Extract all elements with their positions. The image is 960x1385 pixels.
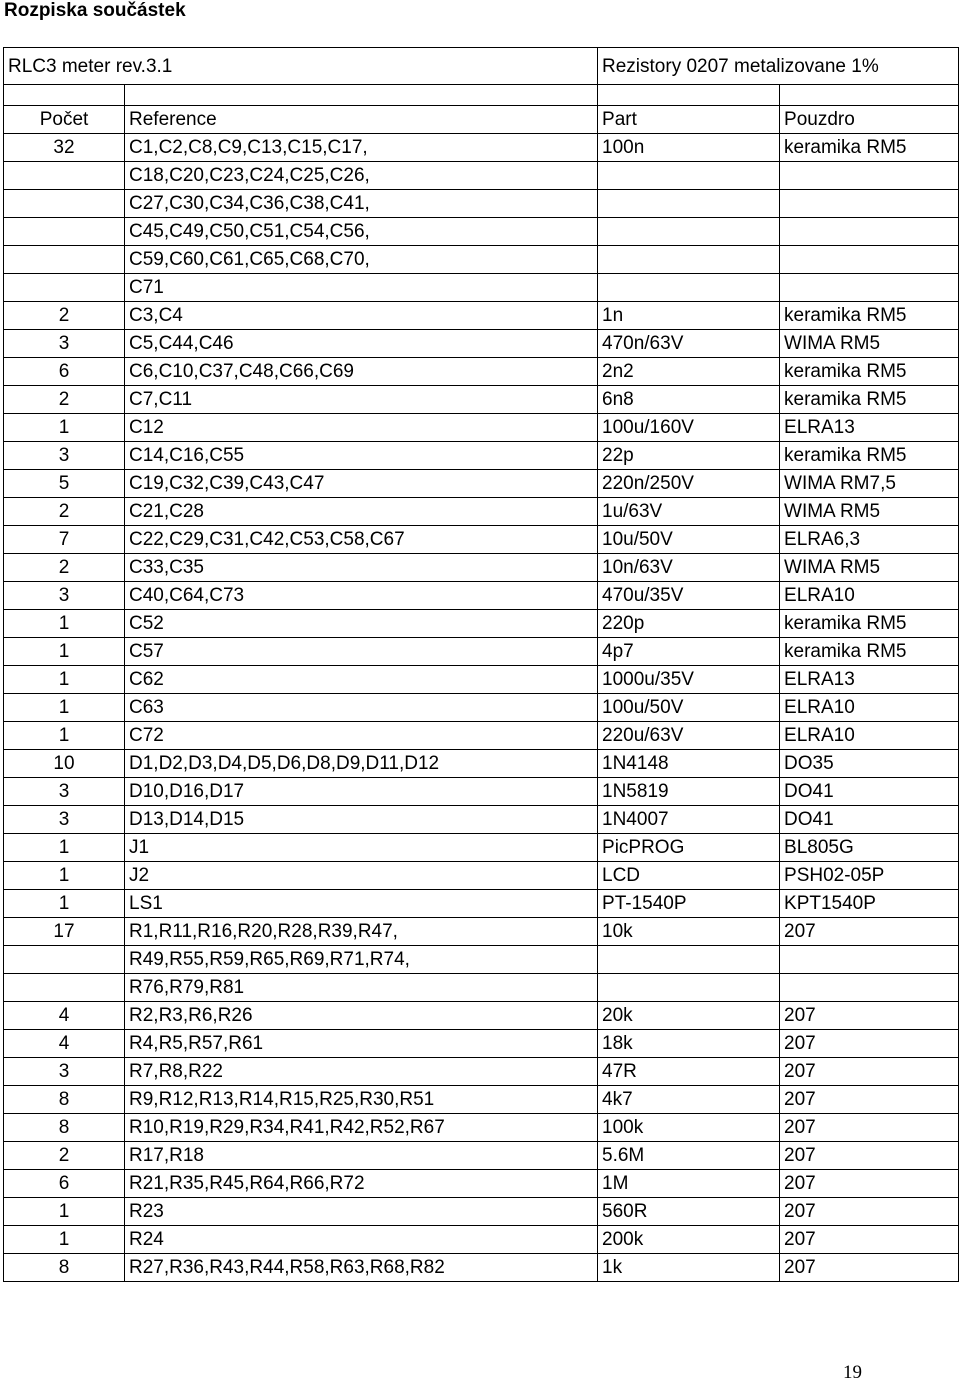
reference-cell: R24	[125, 1226, 598, 1254]
table-row	[4, 694, 959, 722]
table-row	[4, 554, 959, 582]
part-cell	[598, 974, 780, 1002]
table-row	[4, 1198, 959, 1226]
page-number: 19	[843, 1362, 862, 1383]
table-row	[4, 414, 959, 442]
count-cell: 17	[4, 918, 125, 946]
table-row	[4, 246, 959, 274]
count-cell: 1	[4, 610, 125, 638]
package-cell: PSH02-05P	[780, 862, 959, 890]
reference-cell: R27,R36,R43,R44,R58,R63,R68,R82	[125, 1254, 598, 1282]
package-cell: ELRA13	[780, 414, 959, 442]
part-cell: 18k	[598, 1030, 780, 1058]
package-cell: keramika RM5	[780, 638, 959, 666]
reference-cell: D10,D16,D17	[125, 778, 598, 806]
part-cell: 20k	[598, 1002, 780, 1030]
count-cell: 4	[4, 1002, 125, 1030]
count-cell: 5	[4, 470, 125, 498]
part-cell	[598, 246, 780, 274]
part-cell: 4k7	[598, 1086, 780, 1114]
count-cell: 1	[4, 890, 125, 918]
reference-cell: R7,R8,R22	[125, 1058, 598, 1086]
part-cell: 1N4007	[598, 806, 780, 834]
reference-cell: C12	[125, 414, 598, 442]
table-row	[4, 162, 959, 190]
part-cell: 100k	[598, 1114, 780, 1142]
column-header-row	[4, 106, 959, 134]
table-row	[4, 1030, 959, 1058]
table-row	[4, 1254, 959, 1282]
package-cell: WIMA RM7,5	[780, 470, 959, 498]
reference-cell: C52	[125, 610, 598, 638]
package-cell	[780, 946, 959, 974]
count-cell: 2	[4, 1142, 125, 1170]
package-cell	[780, 218, 959, 246]
package-cell: keramika RM5	[780, 302, 959, 330]
reference-cell: C71	[125, 274, 598, 302]
count-cell: 3	[4, 442, 125, 470]
part-cell: 10n/63V	[598, 554, 780, 582]
part-cell	[598, 162, 780, 190]
reference-cell: C62	[125, 666, 598, 694]
part-cell: 1N4148	[598, 750, 780, 778]
part-cell: 6n8	[598, 386, 780, 414]
reference-cell: C7,C11	[125, 386, 598, 414]
count-cell: 4	[4, 1030, 125, 1058]
table-row	[4, 386, 959, 414]
parts-list-table	[3, 47, 959, 1282]
part-cell: 22p	[598, 442, 780, 470]
column-header-part: Part	[598, 106, 780, 134]
table-row	[4, 302, 959, 330]
count-cell: 6	[4, 358, 125, 386]
part-cell: 1u/63V	[598, 498, 780, 526]
part-cell: PicPROG	[598, 834, 780, 862]
reference-cell: C3,C4	[125, 302, 598, 330]
package-cell: ELRA10	[780, 694, 959, 722]
count-cell: 3	[4, 806, 125, 834]
package-cell: keramika RM5	[780, 134, 959, 162]
package-cell: 207	[780, 1170, 959, 1198]
resistor-note: Rezistory 0207 metalizovane 1%	[598, 48, 959, 85]
reference-cell: R1,R11,R16,R20,R28,R39,R47,	[125, 918, 598, 946]
package-cell	[780, 162, 959, 190]
table-row	[4, 190, 959, 218]
reference-cell: R49,R55,R59,R65,R69,R71,R74,	[125, 946, 598, 974]
reference-cell: C14,C16,C55	[125, 442, 598, 470]
table-row	[4, 806, 959, 834]
count-cell	[4, 274, 125, 302]
package-cell: keramika RM5	[780, 442, 959, 470]
reference-cell: C63	[125, 694, 598, 722]
column-header-package: Pouzdro	[780, 106, 959, 134]
table-row	[4, 638, 959, 666]
reference-cell: R9,R12,R13,R14,R15,R25,R30,R51	[125, 1086, 598, 1114]
package-cell: keramika RM5	[780, 358, 959, 386]
reference-cell: D1,D2,D3,D4,D5,D6,D8,D9,D11,D12	[125, 750, 598, 778]
part-cell: 5.6M	[598, 1142, 780, 1170]
count-cell: 3	[4, 778, 125, 806]
table-row	[4, 862, 959, 890]
reference-cell: C45,C49,C50,C51,C54,C56,	[125, 218, 598, 246]
table-row	[4, 750, 959, 778]
table-row	[4, 526, 959, 554]
count-cell: 1	[4, 834, 125, 862]
table-row	[4, 1226, 959, 1254]
reference-cell: C72	[125, 722, 598, 750]
part-cell: 1000u/35V	[598, 666, 780, 694]
package-cell: 207	[780, 1226, 959, 1254]
reference-cell: R4,R5,R57,R61	[125, 1030, 598, 1058]
table-row	[4, 610, 959, 638]
package-cell: ELRA6,3	[780, 526, 959, 554]
count-cell: 6	[4, 1170, 125, 1198]
table-row	[4, 470, 959, 498]
count-cell: 2	[4, 498, 125, 526]
part-cell: 1M	[598, 1170, 780, 1198]
part-cell: 220n/250V	[598, 470, 780, 498]
count-cell	[4, 246, 125, 274]
part-cell: 100n	[598, 134, 780, 162]
part-cell: 220p	[598, 610, 780, 638]
package-cell	[780, 274, 959, 302]
count-cell: 1	[4, 862, 125, 890]
part-cell: 470u/35V	[598, 582, 780, 610]
package-cell: ELRA10	[780, 582, 959, 610]
table-row	[4, 1142, 959, 1170]
table-row	[4, 274, 959, 302]
reference-cell: R21,R35,R45,R64,R66,R72	[125, 1170, 598, 1198]
table-row	[4, 778, 959, 806]
part-cell	[598, 218, 780, 246]
package-cell	[780, 974, 959, 1002]
count-cell: 10	[4, 750, 125, 778]
reference-cell: C40,C64,C73	[125, 582, 598, 610]
reference-cell: C33,C35	[125, 554, 598, 582]
table-row	[4, 666, 959, 694]
reference-cell: C19,C32,C39,C43,C47	[125, 470, 598, 498]
reference-cell: R23	[125, 1198, 598, 1226]
project-name: RLC3 meter rev.3.1	[4, 48, 598, 85]
package-cell: keramika RM5	[780, 386, 959, 414]
count-cell: 2	[4, 554, 125, 582]
count-cell	[4, 218, 125, 246]
count-cell: 1	[4, 638, 125, 666]
part-cell: 200k	[598, 1226, 780, 1254]
table-row	[4, 722, 959, 750]
table-row	[4, 918, 959, 946]
package-cell: WIMA RM5	[780, 330, 959, 358]
table-row	[4, 946, 959, 974]
table-row	[4, 1086, 959, 1114]
count-cell: 1	[4, 722, 125, 750]
spacer-row	[4, 85, 959, 106]
reference-cell: R17,R18	[125, 1142, 598, 1170]
reference-cell: R76,R79,R81	[125, 974, 598, 1002]
reference-cell: C59,C60,C61,C65,C68,C70,	[125, 246, 598, 274]
package-cell: 207	[780, 1086, 959, 1114]
reference-cell: D13,D14,D15	[125, 806, 598, 834]
part-cell: 220u/63V	[598, 722, 780, 750]
table-row	[4, 974, 959, 1002]
count-cell: 8	[4, 1254, 125, 1282]
part-cell	[598, 190, 780, 218]
part-cell	[598, 274, 780, 302]
table-row	[4, 330, 959, 358]
package-cell: 207	[780, 918, 959, 946]
package-cell	[780, 246, 959, 274]
package-cell: WIMA RM5	[780, 554, 959, 582]
count-cell: 1	[4, 694, 125, 722]
count-cell: 7	[4, 526, 125, 554]
count-cell: 3	[4, 330, 125, 358]
table-row	[4, 442, 959, 470]
part-cell: 1N5819	[598, 778, 780, 806]
table-row	[4, 134, 959, 162]
reference-cell: J1	[125, 834, 598, 862]
table-row	[4, 358, 959, 386]
part-cell: 10u/50V	[598, 526, 780, 554]
count-cell: 1	[4, 1226, 125, 1254]
count-cell	[4, 190, 125, 218]
count-cell: 3	[4, 582, 125, 610]
reference-cell: C6,C10,C37,C48,C66,C69	[125, 358, 598, 386]
package-cell: 207	[780, 1114, 959, 1142]
count-cell: 3	[4, 1058, 125, 1086]
part-cell	[598, 946, 780, 974]
package-cell: 207	[780, 1254, 959, 1282]
reference-cell: C5,C44,C46	[125, 330, 598, 358]
part-cell: 1k	[598, 1254, 780, 1282]
package-cell: BL805G	[780, 834, 959, 862]
count-cell: 1	[4, 666, 125, 694]
count-cell	[4, 162, 125, 190]
table-row	[4, 218, 959, 246]
reference-cell: C57	[125, 638, 598, 666]
package-cell: WIMA RM5	[780, 498, 959, 526]
table-row	[4, 582, 959, 610]
count-cell	[4, 974, 125, 1002]
part-cell: 47R	[598, 1058, 780, 1086]
package-cell: 207	[780, 1030, 959, 1058]
package-cell: keramika RM5	[780, 610, 959, 638]
table-row	[4, 1114, 959, 1142]
reference-cell: LS1	[125, 890, 598, 918]
count-cell: 2	[4, 302, 125, 330]
package-cell: DO35	[780, 750, 959, 778]
page-title: Rozpiska součástek	[4, 0, 186, 21]
part-cell: PT-1540P	[598, 890, 780, 918]
table-row	[4, 498, 959, 526]
table-row	[4, 1170, 959, 1198]
package-cell: 207	[780, 1002, 959, 1030]
package-cell: DO41	[780, 806, 959, 834]
part-cell: 100u/50V	[598, 694, 780, 722]
package-cell: KPT1540P	[780, 890, 959, 918]
reference-cell: R10,R19,R29,R34,R41,R42,R52,R67	[125, 1114, 598, 1142]
table-row	[4, 890, 959, 918]
part-cell: 560R	[598, 1198, 780, 1226]
part-cell: 1n	[598, 302, 780, 330]
package-cell: ELRA10	[780, 722, 959, 750]
reference-cell: C18,C20,C23,C24,C25,C26,	[125, 162, 598, 190]
reference-cell: J2	[125, 862, 598, 890]
part-cell: LCD	[598, 862, 780, 890]
count-cell: 2	[4, 386, 125, 414]
table-row	[4, 834, 959, 862]
package-cell: ELRA13	[780, 666, 959, 694]
part-cell: 100u/160V	[598, 414, 780, 442]
part-cell: 4p7	[598, 638, 780, 666]
count-cell: 32	[4, 134, 125, 162]
count-cell: 1	[4, 414, 125, 442]
package-cell: 207	[780, 1142, 959, 1170]
reference-cell: C27,C30,C34,C36,C38,C41,	[125, 190, 598, 218]
table-row	[4, 1002, 959, 1030]
reference-cell: C22,C29,C31,C42,C53,C58,C67	[125, 526, 598, 554]
count-cell: 8	[4, 1086, 125, 1114]
reference-cell: C1,C2,C8,C9,C13,C15,C17,	[125, 134, 598, 162]
package-cell	[780, 190, 959, 218]
reference-cell: R2,R3,R6,R26	[125, 1002, 598, 1030]
column-header-count: Počet	[4, 106, 125, 134]
reference-cell: C21,C28	[125, 498, 598, 526]
count-cell	[4, 946, 125, 974]
part-cell: 470n/63V	[598, 330, 780, 358]
part-cell: 10k	[598, 918, 780, 946]
column-header-reference: Reference	[125, 106, 598, 134]
project-header-row	[4, 48, 959, 85]
count-cell: 8	[4, 1114, 125, 1142]
table-row	[4, 1058, 959, 1086]
part-cell: 2n2	[598, 358, 780, 386]
package-cell: 207	[780, 1198, 959, 1226]
count-cell: 1	[4, 1198, 125, 1226]
package-cell: 207	[780, 1058, 959, 1086]
package-cell: DO41	[780, 778, 959, 806]
